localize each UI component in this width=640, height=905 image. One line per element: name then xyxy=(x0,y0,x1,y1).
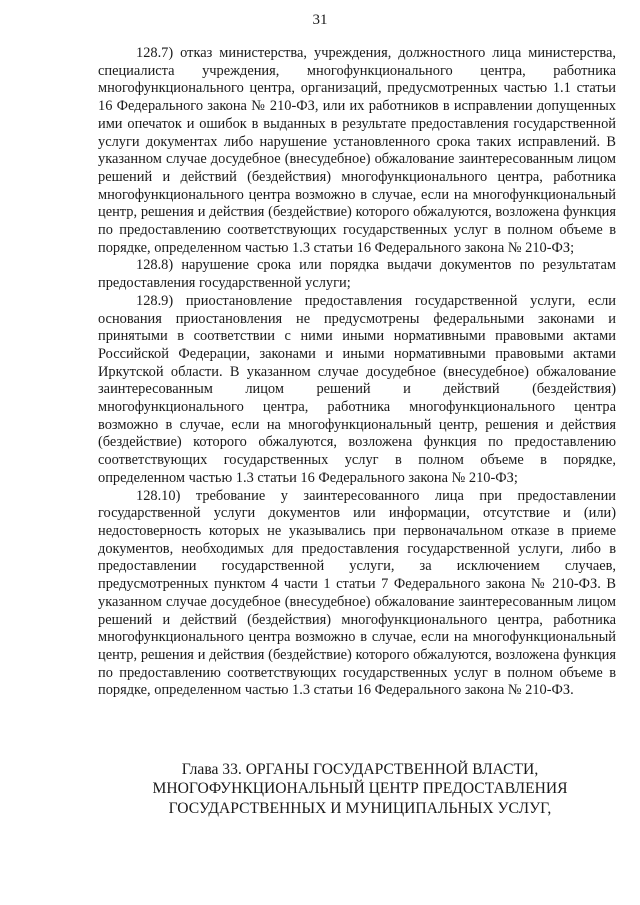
paragraph-128-8: 128.8) нарушение срока или порядка выдачи документов по результатам предоставления государственной услуги; xyxy=(98,257,616,292)
paragraph-128-10: 128.10) требование у заинтересованного лица при предоставлении государственной услуги документов или информации, отсутствие и (или) недостоверность которых не указывались при первоначальном отказе в приеме документов, необходимых для предоставления государственной услуги, либо в предоставлении государственной услуги, за исключением случаев, предусмотренных пунктом 4 части 1 статьи 7 Федерального закона № 210-ФЗ. В указанном случае досудебное (внесудебное) обжалование заинтересованным лицом решений и действий (бездействия) многофункционального центра, работника многофункционального центра возможно в случае, если на многофункциональный центр, решения и действия (бездействие) которого обжалуются, возложена функция по предоставлению соответствующих государственных услуг в полном объеме в порядке, определенном частью 1.3 статьи 16 Федерального закона № 210-ФЗ. xyxy=(98,487,616,699)
chapter-heading-line-1: Глава 33. ОРГАНЫ ГОСУДАРСТВЕННОЙ ВЛАСТИ, xyxy=(181,761,539,778)
paragraph-128-9: 128.9) приостановление предоставления государственной услуги, если основания приостановления не предусмотрены федеральными законами и принятыми в соответствии с ними иными нормативными правовыми актами Российской Федерации, законами и иными нормативными правовыми актами Иркутской области. В указанном случае досудебное (внесудебное) обжалование заинтересованным лицом решений и действий (бездействия) многофункционального центра, работника многофункционального центра возможно в случае, если на многофункциональный центр, решения и действия (бездействие) которого обжалуются, возложена функция по предоставлению соответствующих государственных услуг в полном объеме в порядке, определенном частью 1.3 статьи 16 Федерального закона № 210-ФЗ; xyxy=(98,292,616,486)
chapter-heading-line-3: ГОСУДАРСТВЕННЫХ И МУНИЦИПАЛЬНЫХ УСЛУГ, xyxy=(168,799,552,817)
paragraph-128-7: 128.7) отказ министерства, учреждения, должностного лица министерства, специалиста учреждения, многофункционального центра, работника многофункционального центра, организаций, предусмотренных частью 1.1 статьи 16 Федерального закона № 210-ФЗ, или их работников в исправлении допущенных ими опечаток и ошибок в выданных в результате предоставления государственной услуги документах либо нарушение установленного срока таких исправлений. В указанном случае досудебное (внесудебное) обжалование заинтересованным лицом решений и действий (бездействия) многофункционального центра, работника многофункционального центра возможно в случае, если на многофункциональный центр, решения и действия (бездействие) которого обжалуются, возложена функция по предоставлению соответствующих государственных услуг в полном объеме в порядке, определенном частью 1.3 статьи 16 Федерального закона № 210-ФЗ; xyxy=(98,45,616,256)
document-body xyxy=(98,45,616,700)
chapter-heading xyxy=(120,760,600,818)
page-number: 31 xyxy=(312,12,328,28)
chapter-heading-line-2: МНОГОФУНКЦИОНАЛЬНЫЙ ЦЕНТР ПРЕДОСТАВЛЕНИЯ xyxy=(152,780,568,798)
